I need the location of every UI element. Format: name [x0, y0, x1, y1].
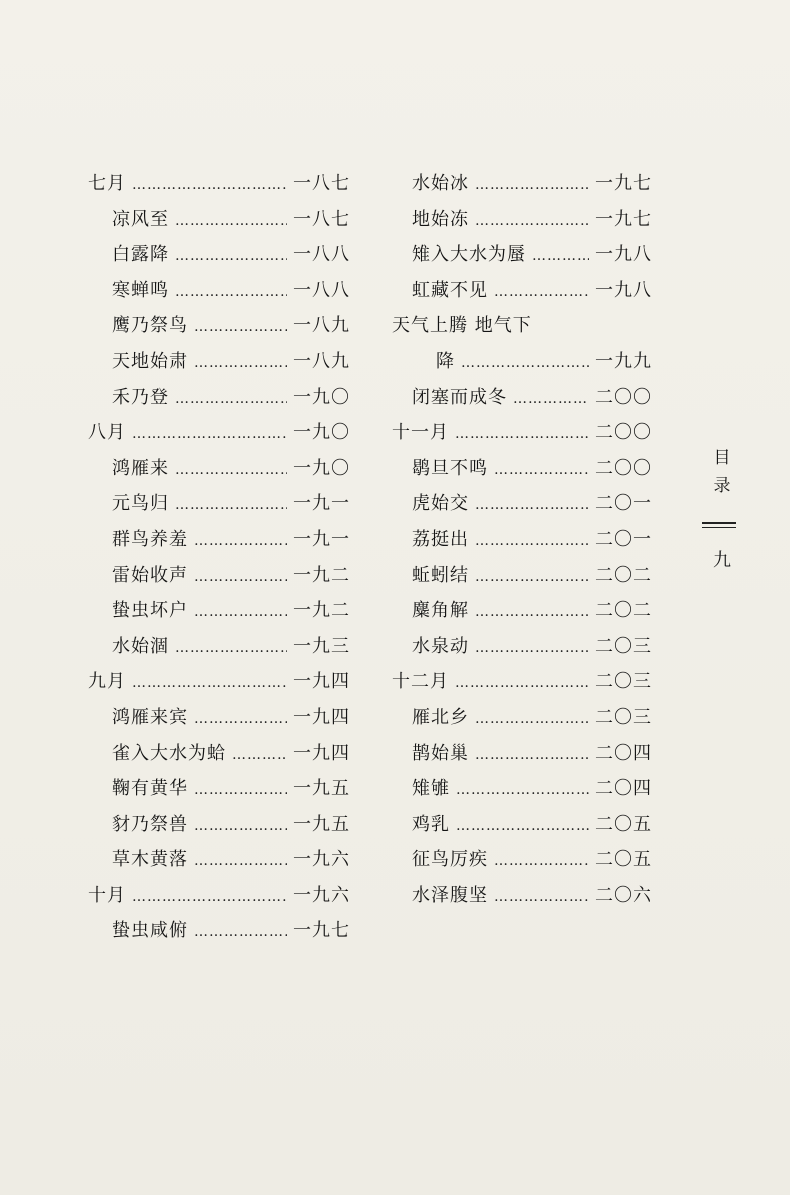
dot-leader — [475, 631, 589, 667]
running-header-char: 目 — [713, 448, 731, 468]
toc-page-number: 二〇六 — [595, 884, 652, 906]
toc-entry — [88, 415, 350, 451]
dot-leader — [194, 702, 287, 738]
toc-entry-label: 群鸟养羞 — [112, 528, 188, 550]
toc-page-number: 一八七 — [293, 208, 350, 230]
toc-month-label: 九月 — [88, 671, 126, 693]
toc-month-label: 十月 — [88, 884, 126, 906]
toc-entry-label: 水泽腹坚 — [412, 884, 488, 906]
toc-entry — [392, 344, 652, 380]
toc-entry — [88, 522, 350, 558]
toc-page-number: 一九〇 — [293, 422, 350, 444]
toc-entry-label: 鹊始巢 — [412, 742, 469, 764]
dot-leader — [456, 809, 589, 845]
dot-leader — [132, 666, 287, 702]
toc-page-number: 二〇四 — [595, 778, 652, 800]
toc-entry-label: 元鸟归 — [112, 493, 169, 515]
toc-entry — [88, 344, 350, 380]
dot-leader — [175, 453, 287, 489]
toc-page-number: 二〇四 — [595, 742, 652, 764]
dot-leader — [532, 239, 589, 275]
toc-entry — [88, 629, 350, 665]
toc-entry — [392, 558, 652, 594]
dot-leader — [175, 488, 287, 524]
toc-entry-label: 雀入大水为蛤 — [112, 742, 226, 764]
dot-leader — [132, 880, 287, 916]
toc-page-number: 二〇三 — [595, 671, 652, 693]
toc-entry — [392, 593, 652, 629]
toc-page-number: 一九〇 — [293, 457, 350, 479]
toc-entry — [392, 629, 652, 665]
toc-entry-label: 征鸟厉疾 — [412, 849, 488, 871]
toc-page-number: 一九一 — [293, 493, 350, 515]
toc-page-number: 二〇二 — [595, 564, 652, 586]
toc-entry — [88, 166, 350, 202]
toc-entry — [88, 771, 350, 807]
toc-entry-label: 麋角解 — [412, 600, 469, 622]
toc-entry-label: 水泉动 — [412, 635, 469, 657]
toc-month-label: 七月 — [88, 173, 126, 194]
dot-leader — [175, 239, 287, 275]
dot-leader — [475, 204, 589, 240]
toc-entry — [392, 664, 652, 700]
toc-page-number: 二〇二 — [595, 600, 652, 622]
dot-leader — [194, 524, 287, 560]
toc-entry-label: 天气上腾 地气下 — [392, 315, 532, 337]
toc-entry — [88, 878, 350, 914]
dot-leader — [175, 275, 287, 311]
toc-page-number: 二〇〇 — [595, 457, 652, 479]
toc-entry — [88, 486, 350, 522]
toc-page-number: 二〇五 — [595, 849, 652, 871]
toc-page-number: 一九三 — [293, 635, 350, 657]
dot-leader — [494, 844, 589, 880]
toc-entry — [392, 415, 652, 451]
toc-entry-label: 寒蝉鸣 — [112, 279, 169, 301]
toc-entry-label: 蛰虫咸俯 — [112, 920, 188, 942]
toc-entry — [88, 700, 350, 736]
toc-entry-label: 鸿雁来宾 — [112, 706, 188, 728]
toc-page-number: 一九四 — [293, 742, 350, 764]
toc-month-label: 十二月 — [392, 671, 449, 693]
toc-page-number: 二〇一 — [595, 493, 652, 515]
toc-entry-label: 天地始肃 — [112, 350, 188, 372]
dot-leader — [175, 631, 287, 667]
toc-entry — [392, 273, 652, 309]
toc-entry-label: 凉风至 — [112, 208, 169, 230]
toc-page-number: 一九二 — [293, 564, 350, 586]
toc-entry — [88, 593, 350, 629]
toc-entry-label: 禾乃登 — [112, 386, 169, 408]
dot-leader — [475, 738, 589, 774]
toc-entry-label: 水始冰 — [412, 173, 469, 194]
toc-entry — [392, 166, 652, 202]
toc-page-number: 二〇一 — [595, 528, 652, 550]
toc-page-number: 一九九 — [595, 350, 652, 372]
toc-entry-label: 雉雊 — [412, 778, 450, 800]
toc-entry-label: 鸿雁来 — [112, 457, 169, 479]
toc-entry — [88, 237, 350, 273]
toc-month-label: 十一月 — [392, 422, 449, 444]
header-rule — [702, 522, 736, 528]
toc-entry — [88, 202, 350, 238]
dot-leader — [194, 560, 287, 596]
toc-entry-label: 荔挺出 — [412, 528, 469, 550]
toc-entry — [392, 486, 652, 522]
toc-page-number: 二〇三 — [595, 706, 652, 728]
toc-entry-label: 虹藏不见 — [412, 279, 488, 301]
toc-page-number: 一九五 — [293, 813, 350, 835]
toc-entry-label: 水始涸 — [112, 635, 169, 657]
dot-leader — [475, 595, 589, 631]
toc-page-number: 一八八 — [293, 279, 350, 301]
toc-left-column — [88, 166, 350, 949]
dot-leader — [232, 738, 287, 774]
toc-page-number: 二〇五 — [595, 813, 652, 835]
dot-leader — [461, 346, 589, 382]
dot-leader — [194, 773, 287, 809]
toc-entry — [392, 380, 652, 416]
toc-entry-label: 雁北乡 — [412, 706, 469, 728]
toc-entry — [88, 736, 350, 772]
dot-leader — [475, 524, 589, 560]
toc-entry — [88, 842, 350, 878]
toc-page-number: 一九四 — [293, 706, 350, 728]
dot-leader — [194, 809, 287, 845]
toc-entry-label: 草木黄落 — [112, 849, 188, 871]
toc-entry-label: 降 — [436, 350, 455, 372]
toc-page-number: 一八八 — [293, 244, 350, 266]
toc-page-number: 一九七 — [595, 173, 652, 194]
dot-leader — [194, 595, 287, 631]
running-header-char: 录 — [713, 476, 731, 496]
toc-month-label: 八月 — [88, 422, 126, 444]
toc-page-number: 一九八 — [595, 244, 652, 266]
dot-leader — [513, 382, 589, 418]
dot-leader — [494, 880, 589, 916]
toc-entry-label: 鹰乃祭鸟 — [112, 315, 188, 337]
dot-leader — [194, 844, 287, 880]
toc-page-number: 一八九 — [293, 315, 350, 337]
toc-entry-label: 蛰虫坏户 — [112, 600, 188, 622]
toc-entry-label: 地始冻 — [412, 208, 469, 230]
toc-page-number: 一九七 — [595, 208, 652, 230]
dot-leader — [475, 168, 589, 204]
dot-leader — [194, 915, 287, 951]
toc-entry — [392, 700, 652, 736]
toc-page-number: 一九二 — [293, 600, 350, 622]
toc-page-number: 二〇〇 — [595, 422, 652, 444]
dot-leader — [455, 666, 589, 702]
toc-entry — [88, 308, 350, 344]
toc-entry — [88, 380, 350, 416]
dot-leader — [132, 168, 287, 204]
toc-page-number: 一九六 — [293, 849, 350, 871]
dot-leader — [475, 560, 589, 596]
dot-leader — [194, 310, 287, 346]
toc-entry-label: 豺乃祭兽 — [112, 813, 188, 835]
toc-entry — [392, 736, 652, 772]
toc-entry — [392, 237, 652, 273]
toc-page-number: 一八九 — [293, 350, 350, 372]
dot-leader — [194, 346, 287, 382]
toc-entry — [392, 771, 652, 807]
toc-entry-label: 鞠有黄华 — [112, 778, 188, 800]
toc-entry — [88, 273, 350, 309]
dot-leader — [175, 204, 287, 240]
toc-entry-label: 雉入大水为蜃 — [412, 244, 526, 266]
toc-right-column — [392, 166, 652, 913]
toc-entry-label: 虎始交 — [412, 493, 469, 515]
dot-leader — [455, 417, 589, 453]
toc-entry-label: 白露降 — [112, 244, 169, 266]
toc-entry — [392, 878, 652, 914]
dot-leader — [494, 453, 589, 489]
toc-page-number: 二〇三 — [595, 635, 652, 657]
toc-page-number: 一九七 — [293, 920, 350, 942]
dot-leader — [475, 488, 589, 524]
dot-leader — [475, 702, 589, 738]
toc-entry-label: 鸡乳 — [412, 813, 450, 835]
toc-page-number: 一九一 — [293, 528, 350, 550]
toc-page-number: 一八七 — [293, 173, 350, 194]
toc-entry — [392, 308, 652, 344]
toc-page-number: 一九四 — [293, 671, 350, 693]
toc-entry — [88, 664, 350, 700]
toc-entry — [88, 558, 350, 594]
dot-leader — [132, 417, 287, 453]
toc-page-number: 一九五 — [293, 778, 350, 800]
toc-entry — [392, 451, 652, 487]
toc-entry — [88, 451, 350, 487]
toc-entry — [392, 807, 652, 843]
toc-page-number: 一九六 — [293, 884, 350, 906]
dot-leader — [456, 773, 589, 809]
toc-entry-label: 蚯蚓结 — [412, 564, 469, 586]
toc-page-number: 二〇〇 — [595, 386, 652, 408]
dot-leader — [494, 275, 589, 311]
page-number: 九 — [713, 550, 731, 571]
toc-entry — [88, 913, 350, 949]
toc-page-number: 一九〇 — [293, 386, 350, 408]
toc-entry — [88, 807, 350, 843]
toc-entry-label: 雷始收声 — [112, 564, 188, 586]
toc-entry — [392, 522, 652, 558]
dot-leader — [175, 382, 287, 418]
toc-entry — [392, 202, 652, 238]
toc-entry-label: 闭塞而成冬 — [412, 386, 507, 408]
toc-entry — [392, 842, 652, 878]
toc-entry-label: 鹖旦不鸣 — [412, 457, 488, 479]
running-header — [708, 444, 736, 500]
toc-page-number: 一九八 — [595, 279, 652, 301]
